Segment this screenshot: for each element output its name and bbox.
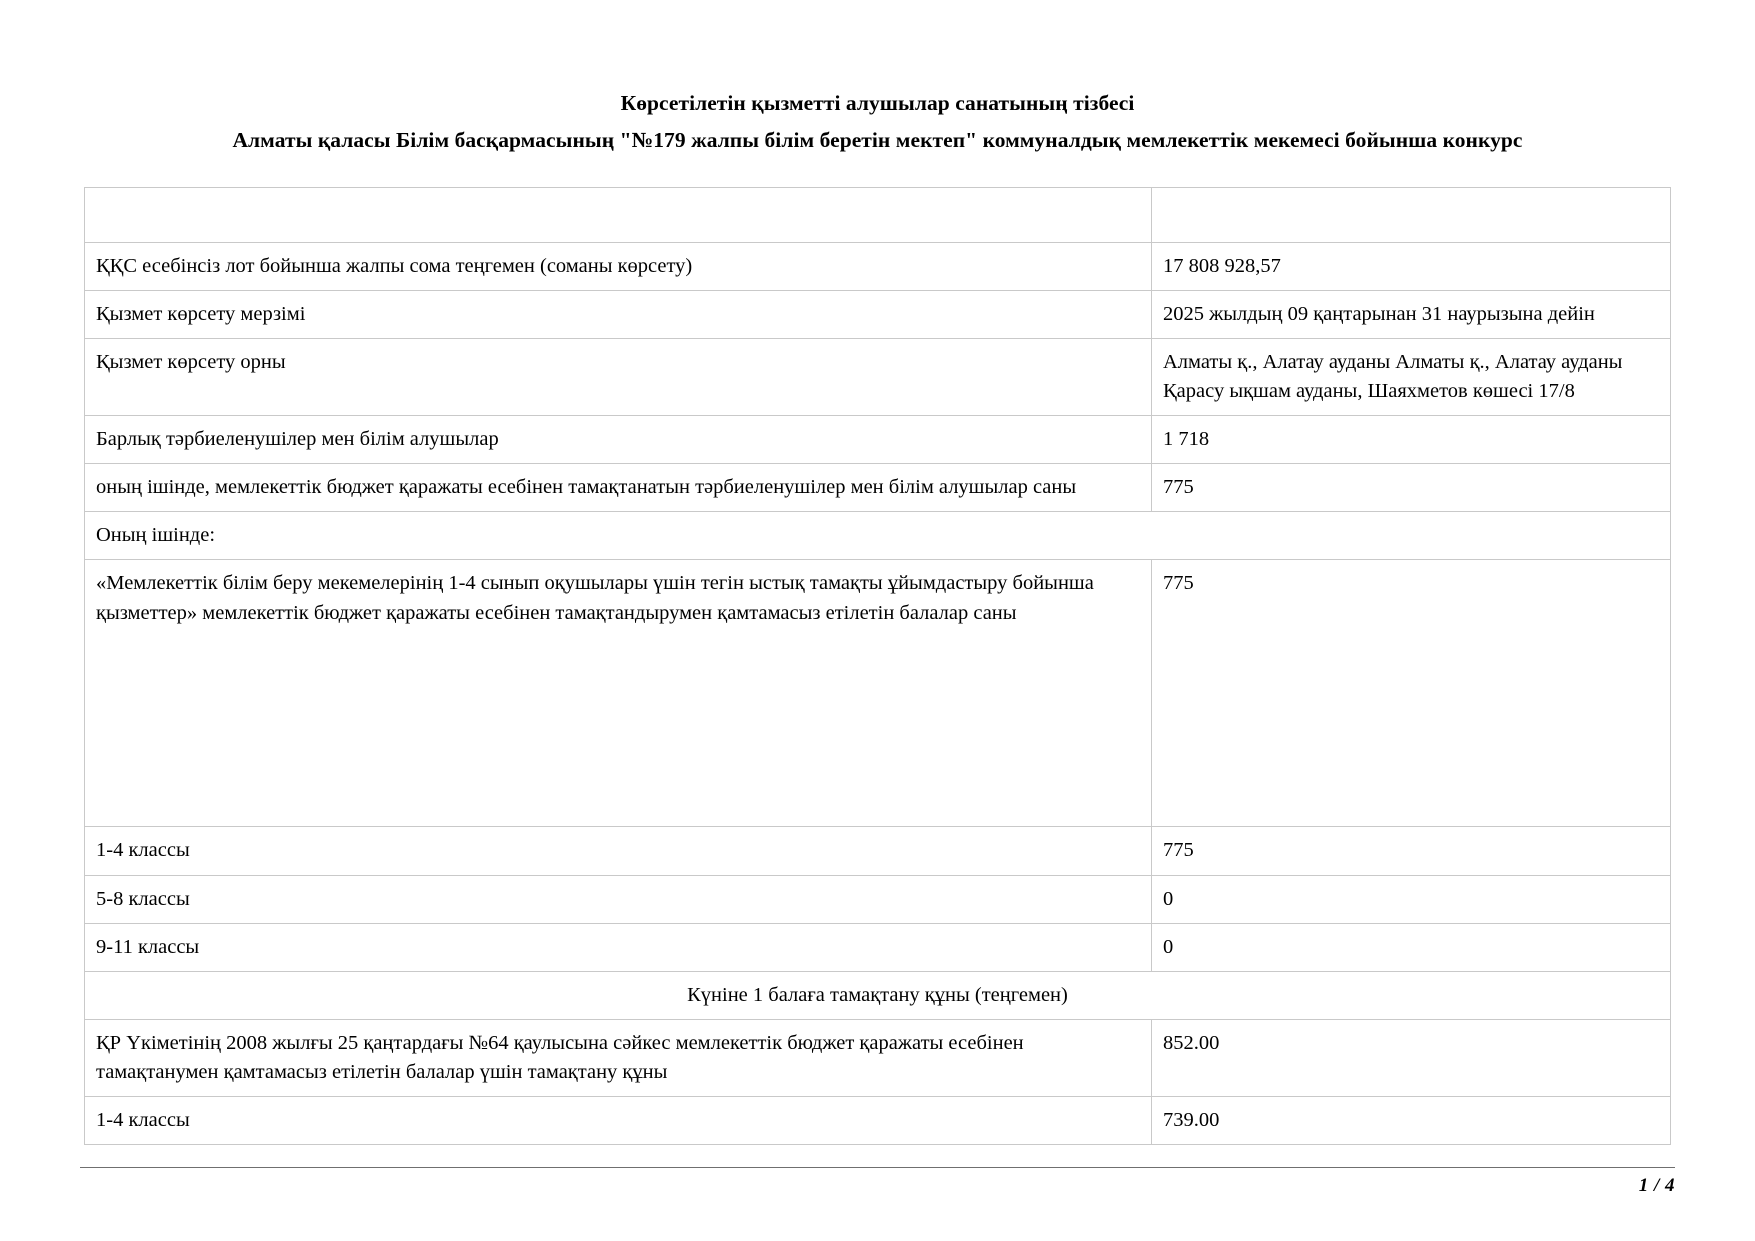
service-recipients-table [84,187,1671,1146]
table-cell-full-width: Оның ішінде: [85,512,1671,560]
table-cell-value: 17 808 928,57 [1152,242,1671,290]
table-cell-value: 775 [1152,827,1671,875]
table-row [85,1019,1671,1096]
table-cell-label: «Мемлекеттік білім беру мекемелерінің 1-4 сынып оқушылары үшін тегін ыстық тамақты ұйымдастыру бойынша қызметтер» мемлекеттік бюджет қаражаты есебінен тамақтандырумен қамтамасыз етілетін балалар саны [85,560,1152,827]
table-cell-label: Барлық тәрбиеленушілер мен білім алушылар [85,416,1152,464]
table-cell-value: 2025 жылдың 09 қаңтарынан 31 наурызына дейін [1152,290,1671,338]
table-row [85,512,1671,560]
table-cell-value: 0 [1152,875,1671,923]
table-row [85,416,1671,464]
table-cell-label: Қызмет көрсету орны [85,338,1152,415]
table-row [85,923,1671,971]
table-row [85,560,1671,827]
page-footer [80,1167,1675,1197]
table-row [85,464,1671,512]
table-cell-value: 775 [1152,560,1671,827]
table-row [85,187,1671,242]
document-title [0,0,1755,157]
table-cell-value: Алматы қ., Алатау ауданы Алматы қ., Алатау ауданы Қарасу ықшам ауданы, Шаяхметов көшесі 17/8 [1152,338,1671,415]
table-cell-label [85,187,1152,242]
table-cell-label: ҚР Үкіметінің 2008 жылғы 25 қаңтардағы №64 қаулысына сәйкес мемлекеттік бюджет қаражаты есебінен тамақтанумен қамтамасыз етілетін балалар үшін тамақтану құны [85,1019,1152,1096]
table-cell-label: ҚҚС есебінсіз лот бойынша жалпы сома теңгемен (соманы көрсету) [85,242,1152,290]
page-number: 1 / 4 [1638,1175,1675,1196]
table-row [85,338,1671,415]
table-cell-value: 1 718 [1152,416,1671,464]
table-cell-full-width: Күніне 1 балаға тамақтану құны (теңгемен) [85,971,1671,1019]
table-cell-label: 9-11 классы [85,923,1152,971]
table-cell-label: 1-4 классы [85,1097,1152,1145]
title-line-2: Алматы қаласы Білім басқармасының "№179 жалпы білім беретін мектеп" коммуналдық мемлекеттік мекемесі бойынша конкурс [232,127,1523,152]
table-cell-label: оның ішінде, мемлекеттік бюджет қаражаты есебінен тамақтанатын тәрбиеленушілер мен білім алушылар саны [85,464,1152,512]
table-row [85,242,1671,290]
table-cell-value: 852.00 [1152,1019,1671,1096]
table-row [85,1097,1671,1145]
table-cell-value: 775 [1152,464,1671,512]
table-cell-label: Қызмет көрсету мерзімі [85,290,1152,338]
table-cell-value: 739.00 [1152,1097,1671,1145]
title-line-1: Көрсетілетін қызметті алушылар санатының тізбесі [620,91,1135,115]
table-row [85,971,1671,1019]
table-cell-label: 5-8 классы [85,875,1152,923]
table-cell-value [1152,187,1671,242]
table-cell-value: 0 [1152,923,1671,971]
table-row [85,875,1671,923]
table-body [85,187,1671,1145]
table-cell-label: 1-4 классы [85,827,1152,875]
table-row [85,290,1671,338]
table-row [85,827,1671,875]
